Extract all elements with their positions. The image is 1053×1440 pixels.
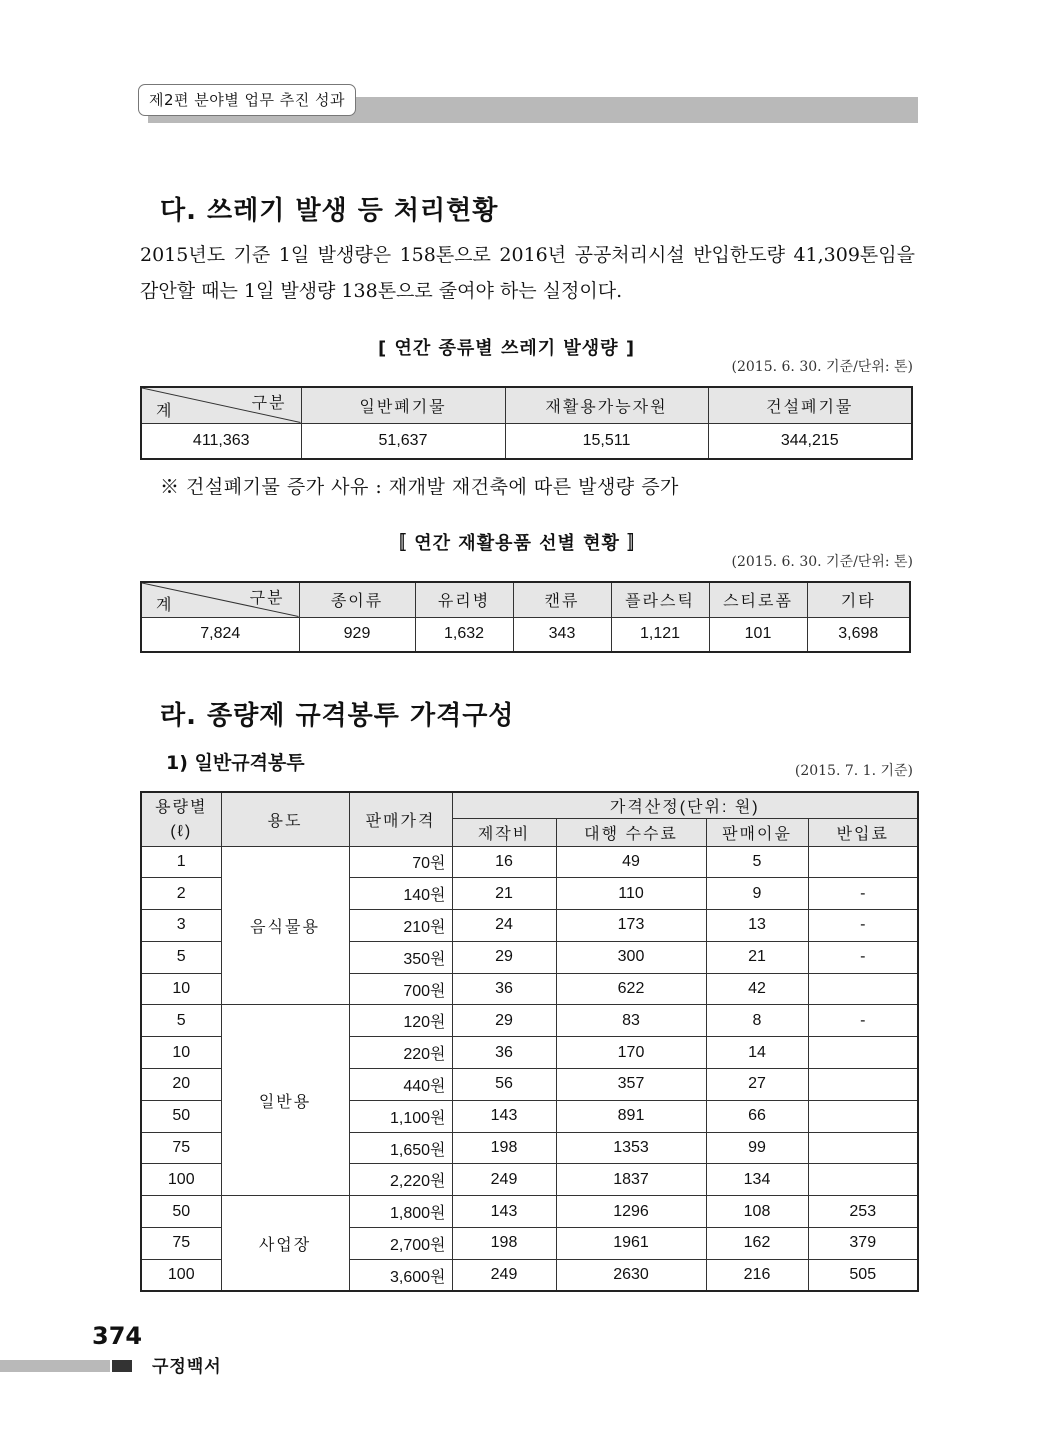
table-cell: 5 xyxy=(141,1005,221,1037)
table-cell: 1,121 xyxy=(611,617,709,652)
table-cell: 249 xyxy=(452,1164,556,1196)
table-cell: 170 xyxy=(556,1037,706,1069)
table-cell: 3 xyxy=(141,910,221,942)
table-cell: 700원 xyxy=(349,973,452,1005)
table-cell: 15,511 xyxy=(505,423,708,459)
table-cell: 110 xyxy=(556,878,706,910)
table-cell: 100 xyxy=(141,1259,221,1291)
use-category-cell: 사업장 xyxy=(221,1196,349,1291)
table-cell: 14 xyxy=(706,1037,808,1069)
table-cell: 300 xyxy=(556,941,706,973)
table-cell xyxy=(808,1037,918,1069)
table-cell: 83 xyxy=(556,1005,706,1037)
table-cell: - xyxy=(808,941,918,973)
table-cell: 1837 xyxy=(556,1164,706,1196)
book-title: 구정백서 xyxy=(152,1357,222,1377)
table-cell: 220원 xyxy=(349,1037,452,1069)
chapter-tab: 제2편 분야별 업무 추진 성과 xyxy=(138,84,356,116)
table-cell: 411,363 xyxy=(141,423,301,459)
header-cell: 반입료 xyxy=(808,818,918,846)
table-cell: 253 xyxy=(808,1196,918,1228)
header-cell: 기타 xyxy=(807,582,910,617)
table-cell: 379 xyxy=(808,1228,918,1260)
table-cell: 108 xyxy=(706,1196,808,1228)
table-cell xyxy=(808,846,918,878)
table-cell: 134 xyxy=(706,1164,808,1196)
table-cell: 140원 xyxy=(349,878,452,910)
table-row xyxy=(141,423,912,459)
table-cell: 7,824 xyxy=(141,617,299,652)
diag-bottom-label: 계 xyxy=(156,596,174,614)
table-cell: 75 xyxy=(141,1228,221,1260)
table-cell: 49 xyxy=(556,846,706,878)
table-cell: 210원 xyxy=(349,910,452,942)
header-cell: 일반폐기물 xyxy=(301,387,505,423)
header-price-calc: 가격산정(단위: 원) xyxy=(452,792,918,818)
table-cell: 75 xyxy=(141,1132,221,1164)
table-cell: 16 xyxy=(452,846,556,878)
table-cell: 343 xyxy=(513,617,611,652)
diagonal-header-cell xyxy=(141,582,299,617)
table-cell: 27 xyxy=(706,1069,808,1101)
table-cell: 1,800원 xyxy=(349,1196,452,1228)
table-cell: 929 xyxy=(299,617,415,652)
table-cell: 143 xyxy=(452,1196,556,1228)
header-cell: 건설폐기물 xyxy=(708,387,912,423)
table-cell: 891 xyxy=(556,1100,706,1132)
table-cell: 198 xyxy=(452,1132,556,1164)
use-category-cell: 일반용 xyxy=(221,1005,349,1196)
table-cell: - xyxy=(808,910,918,942)
table-cell: 51,637 xyxy=(301,423,505,459)
table-cell: 8 xyxy=(706,1005,808,1037)
table-cell: 1,100원 xyxy=(349,1100,452,1132)
table-cell: 29 xyxy=(452,941,556,973)
diag-top-label: 구분 xyxy=(249,590,285,607)
table-cell xyxy=(808,1132,918,1164)
table-cell: 505 xyxy=(808,1259,918,1291)
remark-note: ※ 건설폐기물 증가 사유 : 재개발 재건축에 따른 발생량 증가 xyxy=(160,476,679,498)
table-cell: 10 xyxy=(141,973,221,1005)
table-cell: - xyxy=(808,878,918,910)
table-cell: 21 xyxy=(452,878,556,910)
table-cell: 198 xyxy=(452,1228,556,1260)
table-cell: 216 xyxy=(706,1259,808,1291)
table-cell: 3,600원 xyxy=(349,1259,452,1291)
table-cell: 56 xyxy=(452,1069,556,1101)
table-cell: 29 xyxy=(452,1005,556,1037)
table-cell: 42 xyxy=(706,973,808,1005)
table-cell: 20 xyxy=(141,1069,221,1101)
header-cell: 플라스틱 xyxy=(611,582,709,617)
table-cell xyxy=(808,1164,918,1196)
header-cell: 종이류 xyxy=(299,582,415,617)
table-cell: 350원 xyxy=(349,941,452,973)
diag-top-label: 구분 xyxy=(251,395,287,412)
header-cell: 유리병 xyxy=(415,582,513,617)
table-cell: 5 xyxy=(706,846,808,878)
table-cell: 1296 xyxy=(556,1196,706,1228)
header-volume: 용량별 xyxy=(141,792,221,818)
table-cell xyxy=(808,973,918,1005)
table-cell: 2 xyxy=(141,878,221,910)
table-cell: 1961 xyxy=(556,1228,706,1260)
page-number: 374 xyxy=(92,1322,143,1350)
table-cell: 24 xyxy=(452,910,556,942)
table1-caption: [ 연간 종류별 쓰레기 발생량 ] xyxy=(378,338,636,359)
waste-generation-table xyxy=(140,386,913,460)
header-cell: 스티로폼 xyxy=(709,582,807,617)
section-c-paragraph: 2015년도 기준 1일 발생량은 158톤으로 2016년 공공처리시설 반입한도량 41,309톤임을 감안할 때는 1일 발생량 138톤으로 줄여야 하는 실정이다. xyxy=(140,244,915,302)
table-cell: 1,650원 xyxy=(349,1132,452,1164)
use-category-cell: 음식물용 xyxy=(221,846,349,1005)
table-cell: 1353 xyxy=(556,1132,706,1164)
table-cell: 249 xyxy=(452,1259,556,1291)
table2-note: (2015. 6. 30. 기준/단위: 톤) xyxy=(731,554,913,570)
table-row xyxy=(141,617,910,652)
table-cell: 36 xyxy=(452,973,556,1005)
table-cell: 344,215 xyxy=(708,423,912,459)
table-cell: 2,700원 xyxy=(349,1228,452,1260)
table-cell: 5 xyxy=(141,941,221,973)
diag-bottom-label: 계 xyxy=(156,402,174,420)
diagonal-header-cell xyxy=(141,387,301,423)
table-cell: 622 xyxy=(556,973,706,1005)
table-cell: 1,632 xyxy=(415,617,513,652)
table-cell: 120원 xyxy=(349,1005,452,1037)
recycling-table xyxy=(140,581,911,653)
table-cell: 2630 xyxy=(556,1259,706,1291)
header-cell: 제작비 xyxy=(452,818,556,846)
table-cell: 21 xyxy=(706,941,808,973)
table-cell: 101 xyxy=(709,617,807,652)
table-row xyxy=(141,846,918,878)
table-cell xyxy=(808,1069,918,1101)
table-row xyxy=(141,1005,918,1037)
table-cell: 13 xyxy=(706,910,808,942)
header-cell: 재활용가능자원 xyxy=(505,387,708,423)
footer-square xyxy=(112,1360,132,1372)
footer-bar xyxy=(0,1360,110,1372)
table-cell: 9 xyxy=(706,878,808,910)
table-cell: 173 xyxy=(556,910,706,942)
table-cell: 357 xyxy=(556,1069,706,1101)
table-cell xyxy=(808,1100,918,1132)
header-price: 판매가격 xyxy=(349,792,452,846)
table-cell: 1 xyxy=(141,846,221,878)
table-row xyxy=(141,1196,918,1228)
section-title-d: 라. 종량제 규격봉투 가격구성 xyxy=(160,701,515,731)
header-cell: 캔류 xyxy=(513,582,611,617)
price-table-note: (2015. 7. 1. 기준) xyxy=(794,763,913,779)
table1-note: (2015. 6. 30. 기준/단위: 톤) xyxy=(731,359,913,375)
table-cell: 36 xyxy=(452,1037,556,1069)
header-cell: 판매이윤 xyxy=(706,818,808,846)
table-cell: 143 xyxy=(452,1100,556,1132)
bag-price-table xyxy=(140,791,919,1292)
header-use: 용도 xyxy=(221,792,349,846)
table-cell: 162 xyxy=(706,1228,808,1260)
table-cell: 50 xyxy=(141,1100,221,1132)
header-volume-unit: (ℓ) xyxy=(141,818,221,846)
table-cell: 440원 xyxy=(349,1069,452,1101)
table-cell: 66 xyxy=(706,1100,808,1132)
header-cell: 대행 수수료 xyxy=(556,818,706,846)
table-cell: 10 xyxy=(141,1037,221,1069)
section-title-c: 다. 쓰레기 발생 등 처리현황 xyxy=(160,196,499,226)
table-cell: - xyxy=(808,1005,918,1037)
table-cell: 70원 xyxy=(349,846,452,878)
table-cell: 2,220원 xyxy=(349,1164,452,1196)
table-cell: 50 xyxy=(141,1196,221,1228)
table2-caption: 〚 연간 재활용품 선별 현황 〛 xyxy=(388,533,647,554)
table-cell: 3,698 xyxy=(807,617,910,652)
subsection-title: 1) 일반규격봉투 xyxy=(166,752,305,774)
table-cell: 100 xyxy=(141,1164,221,1196)
table-cell: 99 xyxy=(706,1132,808,1164)
